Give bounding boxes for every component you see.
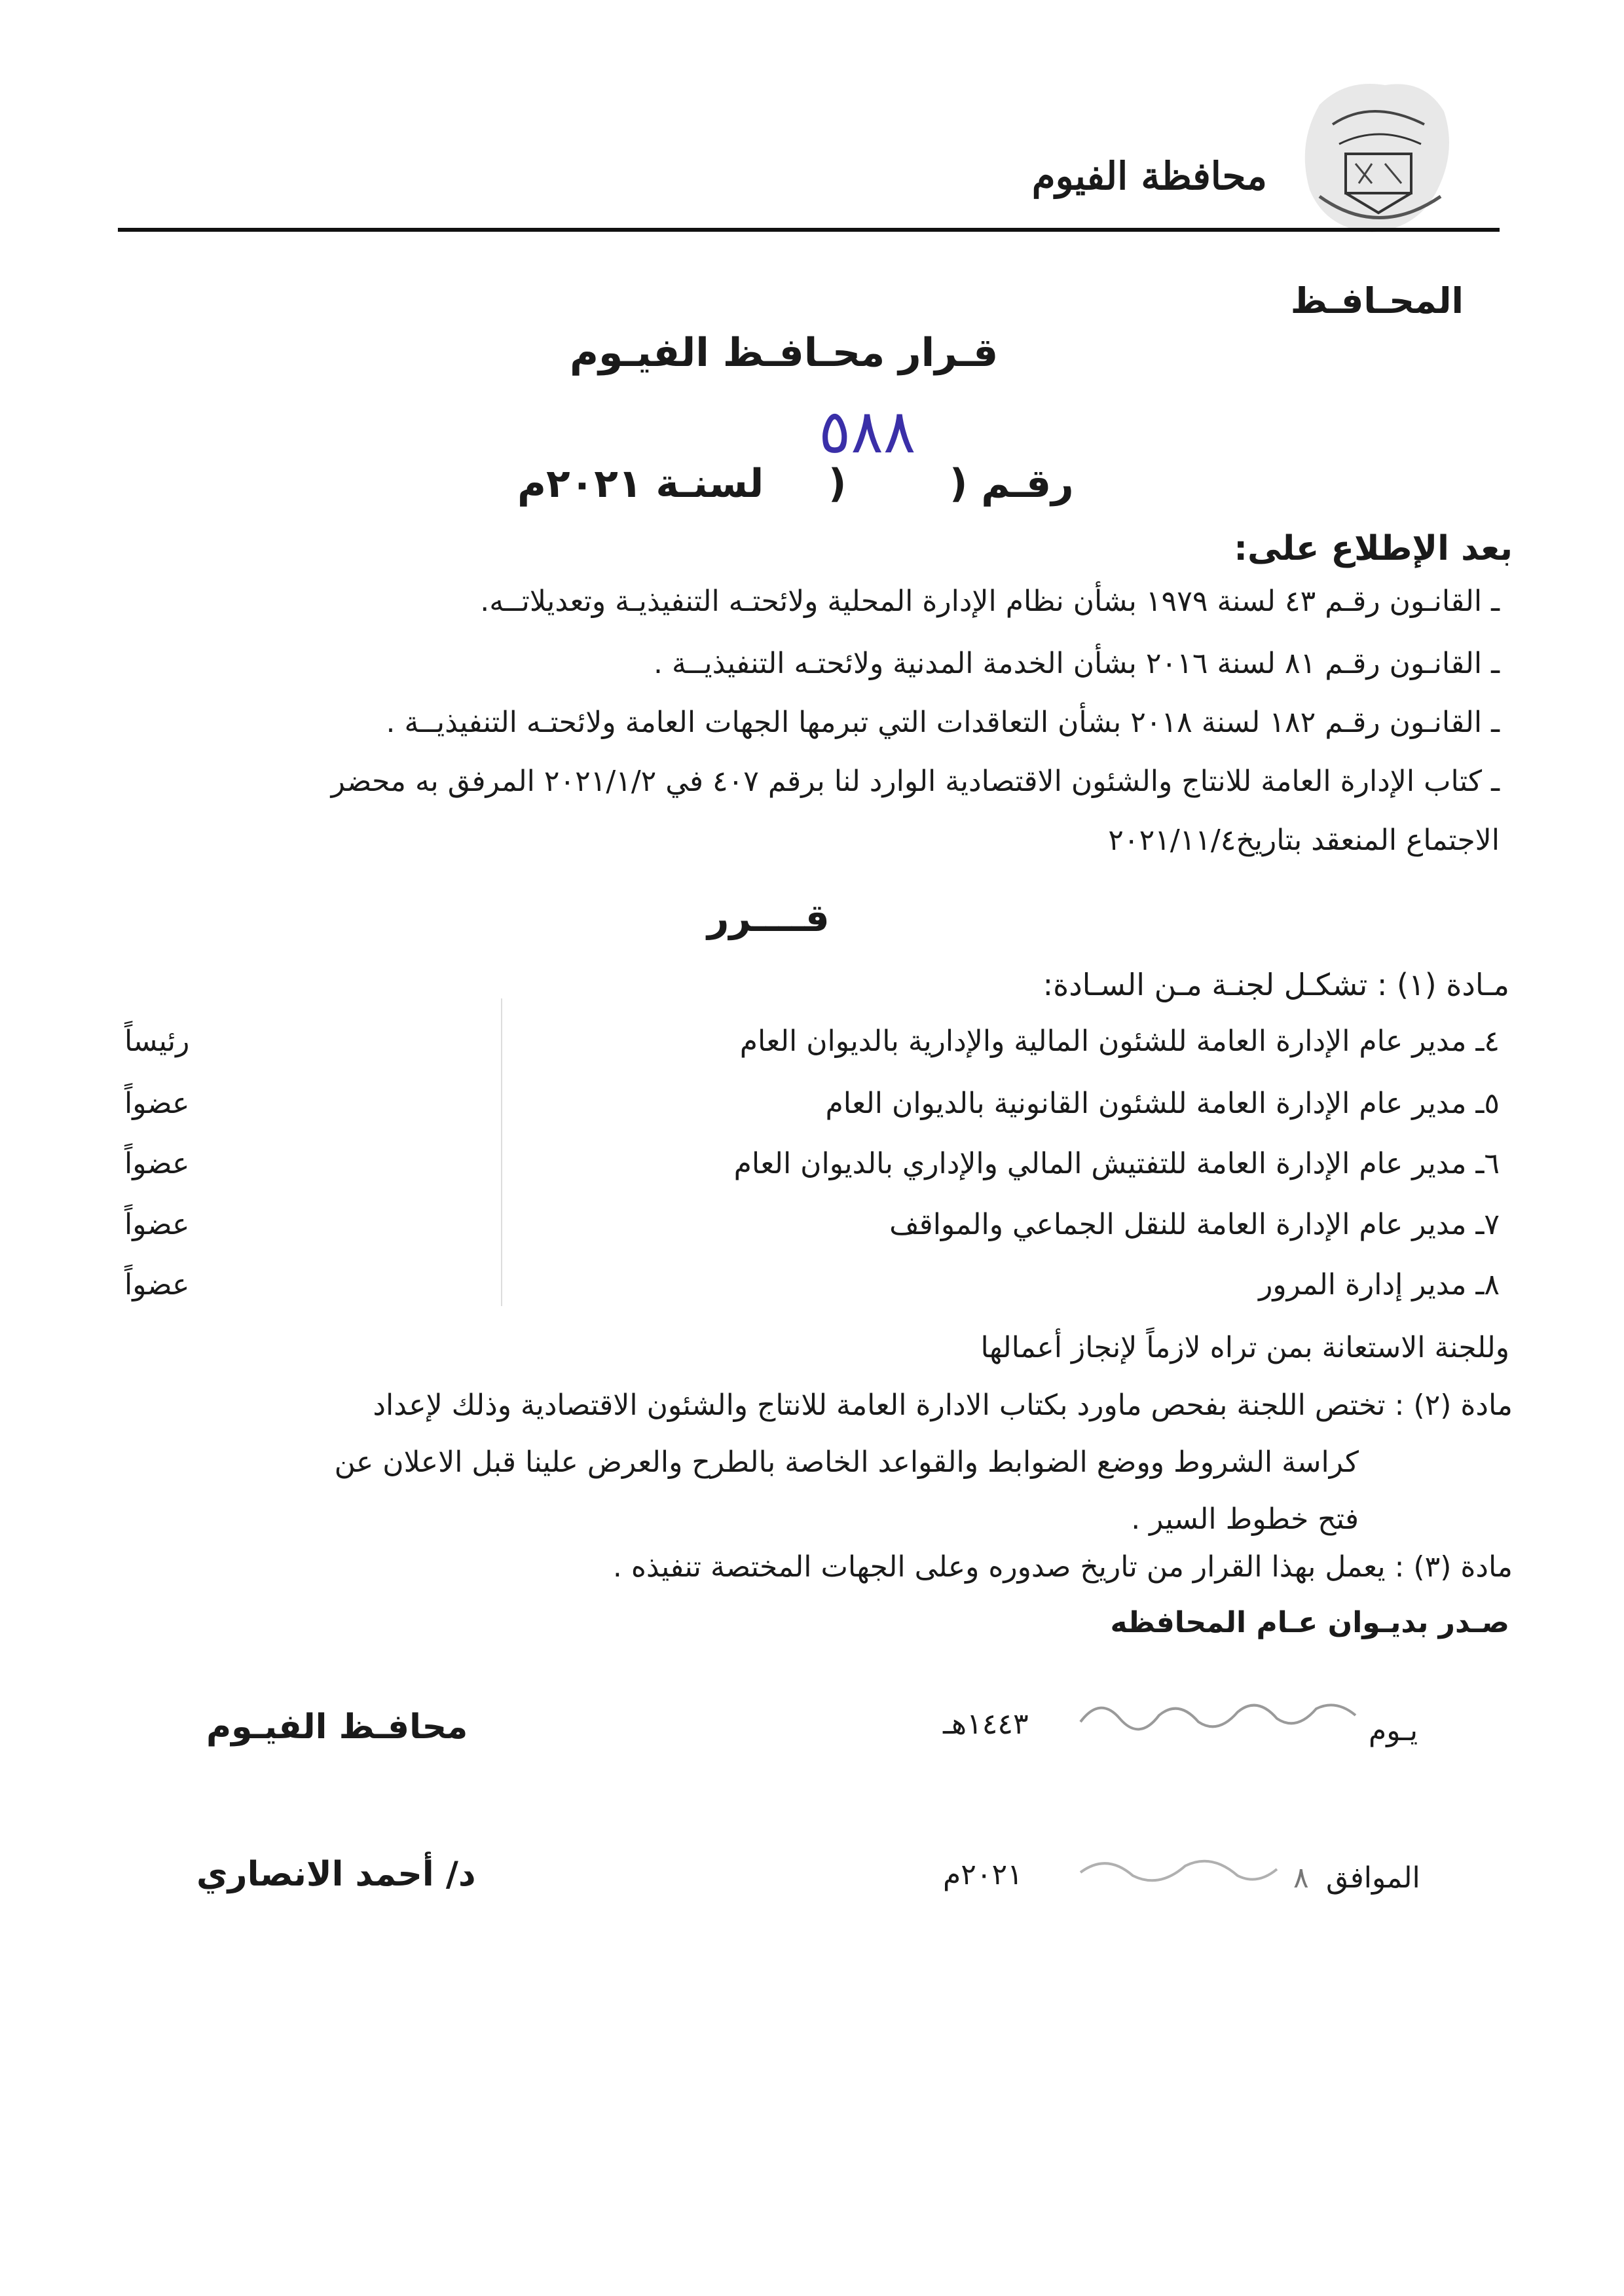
article-2-line: فتح خطوط السير .: [1131, 1503, 1359, 1536]
handwritten-decision-number: ٥٨٨: [819, 397, 916, 467]
gregorian-day: ٨: [1293, 1861, 1309, 1895]
committee-member: ٥ـ مدير عام الإدارة العامة للشئون القانونية بالديوان العام: [825, 1087, 1500, 1120]
preamble-item: الاجتماع المنعقد بتاريخ٢٠٢١/١١/٤: [1108, 824, 1500, 857]
article-3: مادة (٣) : يعمل بهذا القرار من تاريخ صدوره وعلى الجهات المختصة تنفيذه .: [612, 1550, 1513, 1584]
number-label: رقـم (: [950, 461, 1074, 507]
header-divider: [118, 228, 1500, 232]
hijri-year: ١٤٤٣هـ: [943, 1707, 1029, 1741]
committee-member: ٦ـ مدير عام الإدارة العامة للتفتيش المالي والإداري بالديوان العام: [733, 1147, 1500, 1180]
signatory-title: محافـظ الفيـوم: [206, 1707, 468, 1747]
member-role: عضواً: [124, 1147, 190, 1180]
governorate-logo-stamp: [1293, 79, 1464, 242]
decides-heading: قــــرر: [707, 896, 830, 940]
member-role: رئيساً: [124, 1025, 190, 1058]
gregorian-year: ٢٠٢١م: [943, 1858, 1023, 1891]
gregorian-date-label: الموافق: [1326, 1861, 1420, 1895]
article-1-heading: مـادة (١) : تشكـل لجنـة مـن السـادة:: [1043, 967, 1509, 1002]
number-close-paren: ): [828, 461, 847, 507]
committee-member: ٨ـ مدير إدارة المرور: [1259, 1268, 1500, 1302]
signatory-name: د/ أحمد الانصاري: [196, 1855, 476, 1894]
article-2-line: كراسة الشروط ووضع الضوابط والقواعد الخاصة بالطرح والعرض علينا قبل الاعلان عن: [334, 1446, 1359, 1479]
committee-member: ٧ـ مدير عام الإدارة العامة للنقل الجماعي والمواقف: [889, 1208, 1500, 1241]
preamble-item: ـ القانـون رقـم ٨١ لسنة ٢٠١٦ بشأن الخدمة المدنية ولائحتـه التنفيذيــة .: [654, 647, 1500, 680]
handwritten-gregorian-month: [1074, 1846, 1283, 1892]
committee-member: ٤ـ مدير عام الإدارة العامة للشئون المالية والإدارية بالديوان العام: [739, 1025, 1500, 1058]
column-divider: [501, 998, 502, 1306]
member-role: عضواً: [124, 1208, 190, 1241]
governorate-name: محافظة الفيوم: [1031, 154, 1267, 198]
member-role: عضواً: [124, 1268, 190, 1302]
issued-at: صـدر بديـوان عـام المحافظه: [1110, 1606, 1509, 1639]
preamble-item: ـ القانـون رقـم ١٨٢ لسنة ٢٠١٨ بشأن التعاقدات التي تبرمها الجهات العامة ولائحتـه التنفيذيــة .: [386, 706, 1500, 739]
hijri-date-label: يـوم: [1369, 1714, 1418, 1747]
committee-assistance-note: وللجنة الاستعانة بمن تراه لازماً لإنجاز أعمالها: [980, 1331, 1509, 1364]
office-label: المحـافـظ: [1290, 280, 1464, 321]
handwritten-hijri-day: [1074, 1689, 1362, 1741]
preamble-item: ـ كتاب الإدارة العامة للانتاج والشئون الاقتصادية الوارد لنا برقم ٤٠٧ في ٢٠٢١/١/٢ المرفق به محضر: [331, 765, 1500, 798]
member-role: عضواً: [124, 1087, 190, 1120]
preamble-heading: بعد الإطلاع على:: [1234, 529, 1513, 568]
preamble-item: ـ القانـون رقـم ٤٣ لسنة ١٩٧٩ بشأن نظام الإدارة المحلية ولائحتـه التنفيذيـة وتعديلاتــه.: [480, 585, 1500, 618]
year-label: لسنـة ٢٠٢١م: [517, 461, 764, 507]
article-2-line: مادة (٢) : تختص اللجنة بفحص ماورد بكتاب الادارة العامة للانتاج والشئون الاقتصادية وذلك لإعداد: [373, 1389, 1513, 1422]
decision-title: قـرار محـافـظ الفيـوم: [570, 330, 999, 376]
